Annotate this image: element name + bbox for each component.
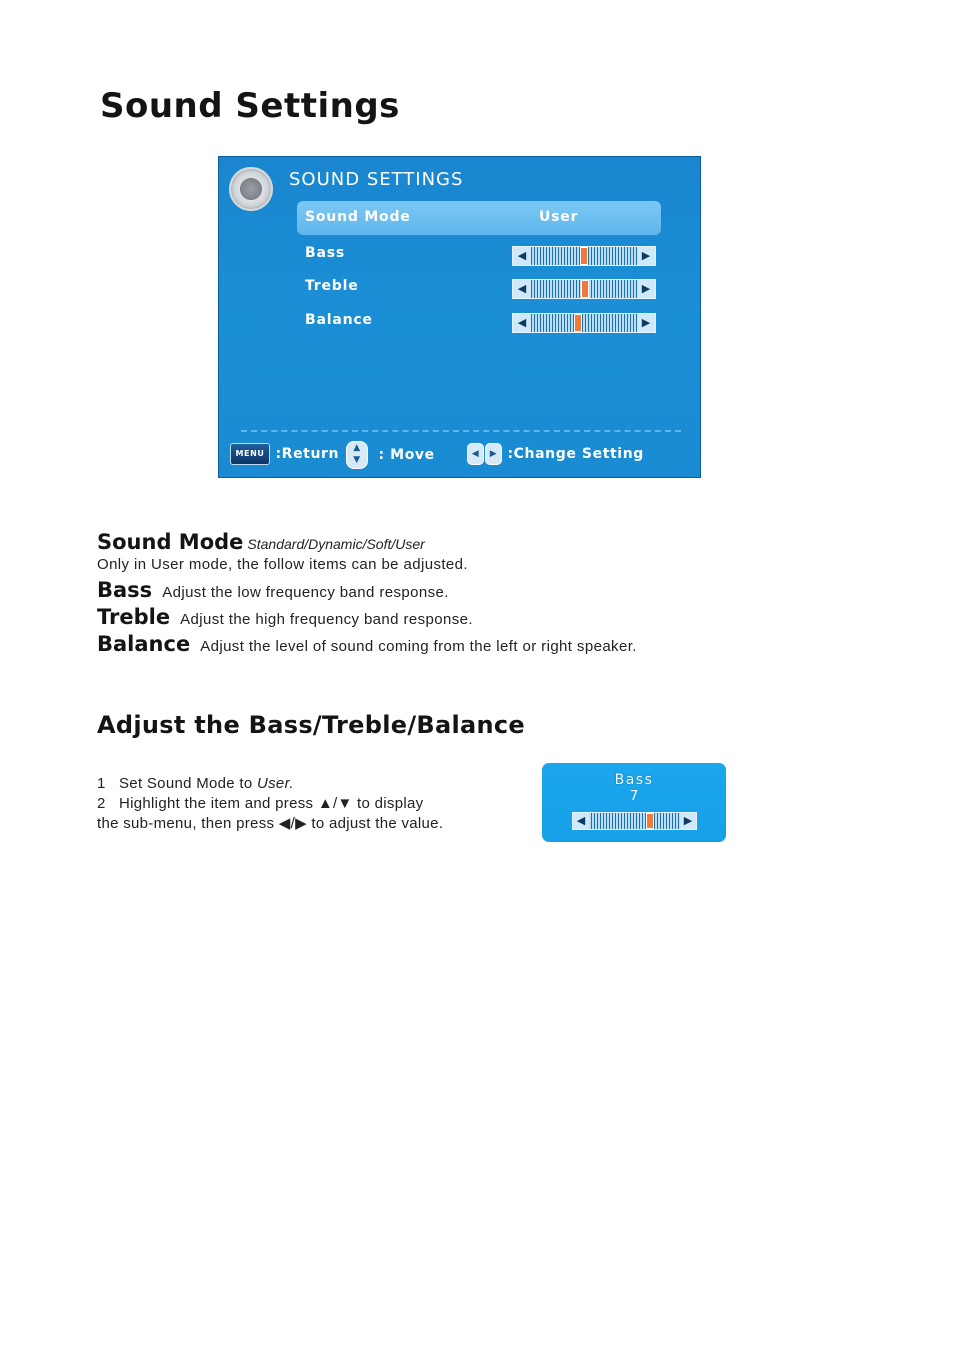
arrow-right-icon[interactable]: ▶ (637, 247, 655, 265)
step-text: to display (352, 795, 424, 812)
menu-row-sound-mode[interactable] (297, 201, 661, 235)
osd-title: SOUND SETTINGS (289, 169, 464, 190)
bass-popup (542, 763, 726, 842)
bass-description (97, 578, 449, 602)
arrow-right-icon[interactable]: ▶ (680, 813, 696, 829)
up-down-key-icon: ▲ ▼ (346, 441, 368, 469)
treble-text: Adjust the high frequency band response. (180, 611, 473, 628)
balance-slider[interactable] (512, 313, 656, 333)
step-2-continued (97, 814, 443, 834)
up-down-arrows-icon: ▲/▼ (317, 795, 353, 812)
sound-mode-heading: Sound Mode (97, 530, 244, 554)
step-text: the sub-menu, then press (97, 815, 279, 832)
page-title: Sound Settings (100, 86, 400, 126)
step-number: 2 (97, 795, 106, 812)
bass-slider[interactable] (512, 246, 656, 266)
popup-label: Bass (614, 772, 654, 788)
arrow-left-icon[interactable]: ◀ (513, 247, 531, 265)
bass-text: Adjust the low frequency band response. (162, 584, 449, 601)
slider-thumb[interactable] (646, 813, 654, 829)
left-key-icon: ◀ (467, 443, 484, 465)
balance-heading: Balance (97, 632, 191, 656)
popup-bass-slider[interactable] (572, 812, 697, 830)
osd-divider (241, 430, 681, 432)
balance-text: Adjust the level of sound coming from the left or right speaker. (200, 638, 637, 655)
treble-slider[interactable] (512, 279, 656, 299)
footer-return[interactable] (230, 443, 339, 471)
sound-settings-osd (218, 156, 701, 478)
menu-row-treble[interactable] (297, 270, 661, 304)
menu-row-balance[interactable] (297, 304, 661, 338)
arrow-left-icon[interactable]: ◀ (513, 314, 531, 332)
return-label: :Return (275, 446, 340, 462)
sound-mode-label: Sound Mode (305, 209, 411, 225)
footer-change-setting[interactable] (467, 443, 644, 471)
sound-mode-value: User (539, 209, 579, 225)
bass-label: Bass (305, 245, 345, 261)
sound-mode-options: Standard/Dynamic/Soft/User (247, 536, 425, 552)
adjust-steps (97, 774, 443, 834)
step-text: to adjust the value. (306, 815, 444, 832)
treble-description (97, 605, 473, 629)
treble-heading: Treble (97, 605, 171, 629)
sound-mode-note: Only in User mode, the follow items can be adjusted. (97, 556, 468, 573)
menu-row-bass[interactable] (297, 237, 661, 271)
footer-move[interactable] (346, 441, 435, 469)
sound-mode-description (97, 530, 425, 554)
left-right-arrows-icon: ◀/▶ (278, 815, 307, 832)
step-1 (97, 774, 443, 794)
balance-label: Balance (305, 312, 373, 328)
bass-heading: Bass (97, 578, 153, 602)
balance-description (97, 632, 637, 656)
step-2 (97, 794, 443, 814)
step-number: 1 (97, 775, 106, 792)
slider-thumb[interactable] (581, 280, 589, 298)
move-label: : Move (378, 447, 435, 463)
arrow-left-icon[interactable]: ◀ (573, 813, 589, 829)
right-key-icon: ▶ (485, 443, 502, 465)
step-text: Set Sound Mode to (119, 775, 257, 792)
popup-value: 7 (629, 789, 639, 804)
adjust-section-title: Adjust the Bass/Treble/Balance (97, 711, 525, 739)
arrow-right-icon[interactable]: ▶ (637, 314, 655, 332)
slider-thumb[interactable] (580, 247, 588, 265)
treble-label: Treble (305, 278, 359, 294)
speaker-icon (229, 167, 273, 211)
arrow-left-icon[interactable]: ◀ (513, 280, 531, 298)
slider-thumb[interactable] (574, 314, 582, 332)
change-setting-label: :Change Setting (507, 446, 644, 462)
arrow-right-icon[interactable]: ▶ (637, 280, 655, 298)
menu-key-icon: MENU (230, 443, 270, 465)
step-italic: User. (257, 775, 294, 792)
step-text: Highlight the item and press (119, 795, 318, 812)
